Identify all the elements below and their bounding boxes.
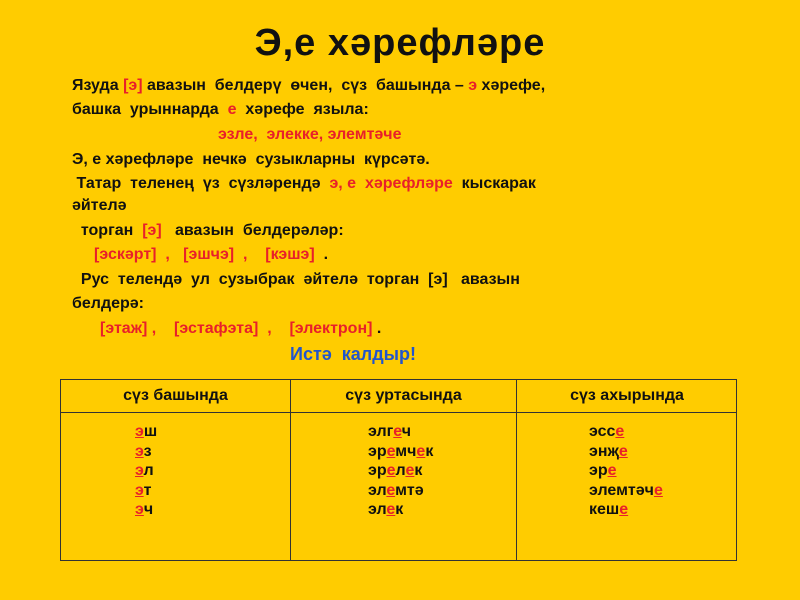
word-part: к [414,462,423,479]
highlight-letter: е [386,501,396,518]
example-word: [этаж] [100,320,148,337]
text: кыскарак [452,175,536,192]
rule-line-6 [72,221,344,241]
highlight-letter: е [607,462,617,479]
highlight-letter: е [227,101,237,118]
word-part: эл [368,501,387,518]
separator: , [258,320,290,337]
highlight-letter: э [135,501,144,518]
rule-line-5: әйтелә [72,197,127,214]
header-word-middle: сүз уртасында [345,387,462,404]
text: хәрефе, [477,77,546,94]
separator: . [314,246,329,263]
column-divider [516,380,517,560]
rule-line-4 [72,174,536,194]
rule-line-3: Э, е хәрефләре нечкә сузыкларны күрсәтә. [72,151,430,168]
example-word: [эскәрт] [94,246,157,263]
table-word [368,500,433,520]
highlight-letter: е [416,442,426,460]
examples-line-3 [100,319,381,339]
example-word: [эстафэта] [174,320,259,337]
header-word-end: сүз ахырында [570,387,684,404]
letters-table [60,379,737,561]
table-word [589,461,663,481]
text: торган [72,222,143,239]
word-part: эр [589,462,608,479]
highlight-sound: [э] [142,222,162,239]
highlight-letter: е [386,462,396,479]
column-word-start [135,422,157,520]
rule-line-2 [72,100,369,120]
word-part: энҗ [589,442,619,460]
highlight-letter: э [135,481,144,499]
column-divider [290,380,291,560]
table-word [368,442,433,462]
text: башка урыннарда [72,101,228,118]
column-word-middle [368,422,433,520]
word-part: эр [368,462,387,479]
highlight-letters: э, е хәрефләре [329,175,453,192]
highlight-letter: е [393,423,402,440]
rule-line-7: Рус телендә ул сузыбрак әйтелә торган [э] авазын [72,271,520,288]
example-word: [кэшэ] [265,246,315,263]
word-part: к [425,442,434,460]
word-part: эр [368,442,387,460]
word-part: мтә [395,481,424,499]
text: Татар теленең үз сүзләрендә [72,175,330,192]
highlight-letter: е [615,423,625,440]
highlight-letter: э [135,462,144,479]
separator: . [372,320,382,337]
word-part: к [395,501,404,518]
word-part: т [143,481,152,499]
word-part: эсс [589,423,616,440]
rule-line-8: белдерә: [72,295,144,312]
highlight-letter: е [386,442,396,460]
table-word [135,461,157,481]
highlight-letter: е [405,462,415,479]
table-word [135,422,157,442]
word-part: эл [368,481,387,499]
text: авазын белдерәләр: [161,222,344,239]
examples-line-1: эзле, элекке, элемтәче [218,126,402,143]
word-part: мч [395,442,417,460]
highlight-letter: е [618,442,628,460]
table-word [589,422,663,442]
highlight-sound: [э] [123,77,143,94]
separator: , [156,246,184,263]
word-part: ч [401,423,412,440]
table-word [589,442,663,462]
text: Язуда [72,77,124,94]
separator: , [234,246,266,263]
table-word [589,481,663,501]
example-word: [электрон] [289,320,373,337]
word-part: л [143,462,154,479]
examples-line-2 [94,245,328,265]
word-part: ч [143,501,154,518]
highlight-letter: э [135,442,144,460]
table-word [368,461,433,481]
example-word: [эшчэ] [183,246,235,263]
table-word [135,500,157,520]
table-word [368,422,433,442]
highlight-letter: е [619,501,629,518]
remember-note: Истә калдыр! [290,344,417,364]
separator: , [147,320,175,337]
table-word [135,442,157,462]
text: хәрефе языла: [236,101,369,118]
word-part: л [395,462,406,479]
table-word [368,481,433,501]
highlight-letter: е [653,481,663,499]
text: авазын белдерү өчен, сүз башында – [142,77,469,94]
rule-line-1 [72,76,545,96]
word-part: ш [143,423,158,440]
word-part: кеш [589,501,620,518]
word-part: элемтәч [589,481,654,499]
highlight-letter: э [468,77,478,94]
table-word [589,500,663,520]
table-word [135,481,157,501]
header-word-start: сүз башында [123,387,228,404]
word-part: элг [368,423,394,440]
page-title: Э,е хәрефләре [254,22,546,64]
highlight-letter: э [135,423,144,440]
column-word-end [589,422,663,520]
word-part: з [143,442,152,460]
highlight-letter: е [386,481,396,499]
